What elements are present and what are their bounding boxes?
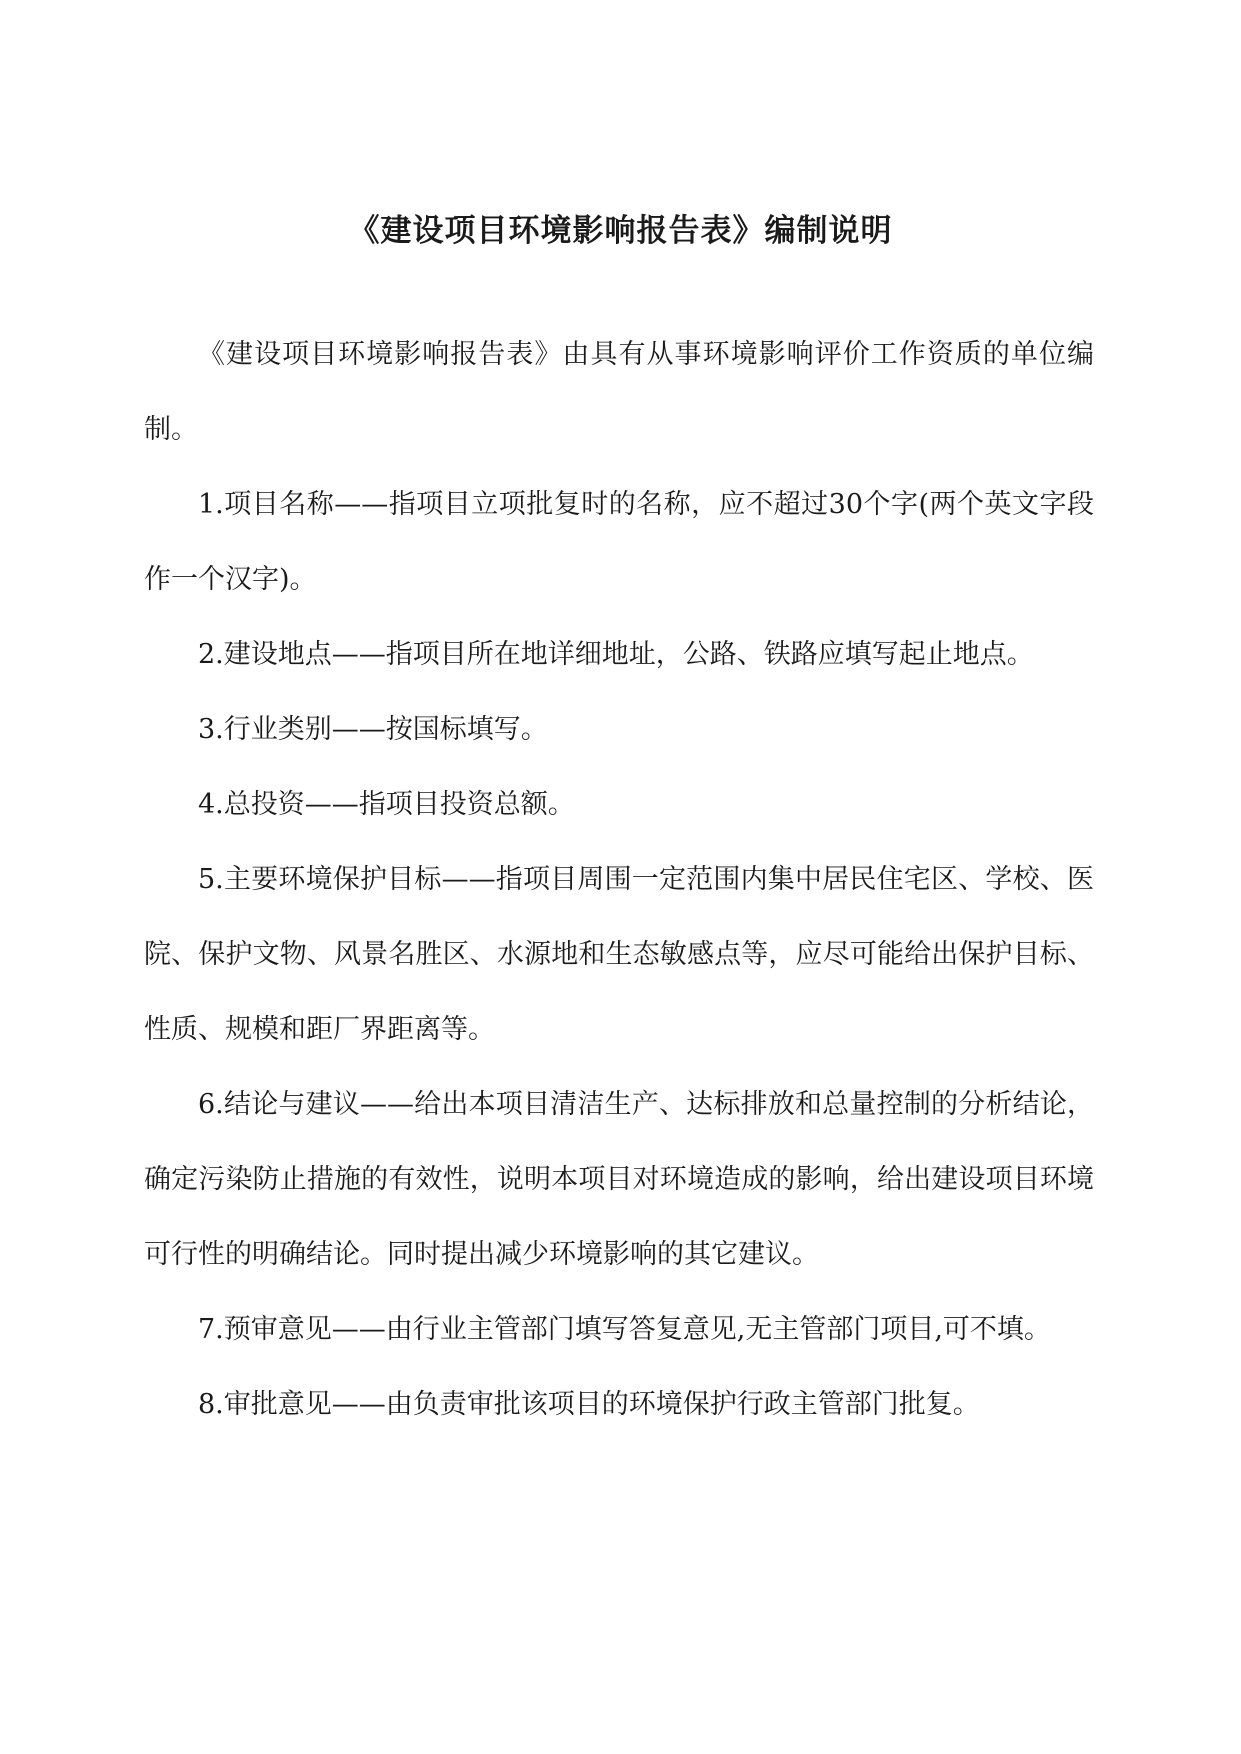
item-industry-category: 3.行业类别——按国标填写。: [198, 714, 548, 745]
item-construction-site: 2.建设地点——指项目所在地详细地址，公路、铁路应填写起止地点。: [198, 639, 1034, 670]
item-conclusions: 6.结论与建议——给出本项目清洁生产、达标排放和总量控制的分析结论，确定污染防止措施的有效性，说明本项目对环境造成的影响，给出建设项目环境可行性的明确结论。同时提出减少环境影响的其它建议。: [144, 1089, 1094, 1270]
item-protection-targets: 5.主要环境保护目标——指项目周围一定范围内集中居民住宅区、学校、医院、保护文物、风景名胜区、水源地和生态敏感点等，应尽可能给出保护目标、性质、规模和距厂界距离等。: [144, 864, 1094, 1045]
document-title: 《建设项目环境影响报告表》编制说明: [348, 213, 893, 249]
intro-paragraph: 《建设项目环境影响报告表》由具有从事环境影响评价工作资质的单位编制。: [144, 339, 1094, 445]
item-project-name: 1.项目名称——指项目立项批复时的名称，应不超过30个字(两个英文字段作一个汉字)。: [144, 489, 1094, 595]
item-approval-opinion: 8.审批意见——由负责审批该项目的环境保护行政主管部门批复。: [198, 1389, 980, 1420]
document-body: [144, 317, 1094, 1442]
item-preliminary-review: 7.预审意见——由行业主管部门填写答复意见,无主管部门项目,可不填。: [198, 1314, 1051, 1345]
item-total-investment: 4.总投资——指项目投资总额。: [198, 789, 575, 820]
